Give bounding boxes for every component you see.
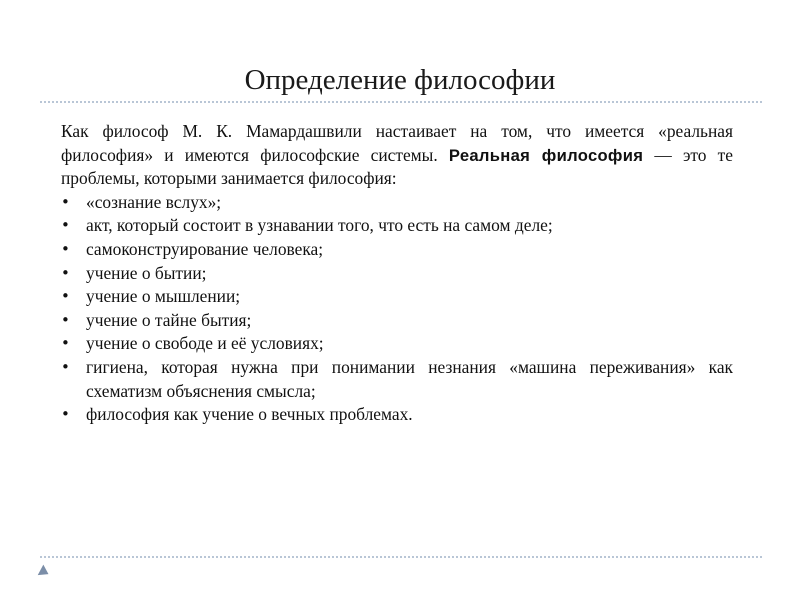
bottom-divider xyxy=(40,556,762,558)
bullet-icon: • xyxy=(61,216,70,235)
bullet-icon: • xyxy=(61,310,70,329)
triangle-arrow-icon[interactable] xyxy=(38,565,52,580)
list-item xyxy=(61,332,733,356)
slide-title: Определение философии xyxy=(244,64,556,96)
list-item xyxy=(61,191,733,215)
list-item xyxy=(61,356,733,403)
list-item xyxy=(61,285,733,309)
list-item xyxy=(61,214,733,238)
list-item-text: «сознание вслух»; xyxy=(86,191,222,212)
intro-paragraph xyxy=(61,120,733,191)
definition-text: — это те проблемы, которыми занимается философия: xyxy=(61,144,733,189)
definition-term: Реальная философия xyxy=(448,145,644,165)
list-item-text: учение о мышлении; xyxy=(86,286,241,307)
list-item-text: гигиена, которая нужна при понимании незнания «машина переживания» как схематизм объяснения смысла; xyxy=(86,356,733,401)
bullet-icon: • xyxy=(61,357,70,376)
list-item-text: самоконструирование человека; xyxy=(86,238,324,259)
bullet-icon: • xyxy=(61,405,70,424)
list-item-text: учение о свободе и её условиях; xyxy=(86,333,324,354)
list-item xyxy=(61,238,733,262)
bullet-icon: • xyxy=(61,334,70,353)
top-divider xyxy=(40,101,762,103)
bullet-icon: • xyxy=(61,239,70,258)
slide-content xyxy=(61,120,733,427)
list-item-text: акт, который состоит в узнавании того, что есть на самом деле; xyxy=(86,215,553,236)
bullet-icon: • xyxy=(61,287,70,306)
list-item xyxy=(61,403,733,427)
list-item-text: философия как учение о вечных проблемах. xyxy=(86,404,413,425)
list-item-text: учение о бытии; xyxy=(86,262,207,283)
problems-list xyxy=(61,191,733,427)
intro-text: Как философ М. К. Мамардашвили настаивает на том, что имеется «реальная философия» и имеются философские системы. xyxy=(61,121,733,165)
list-item-text: учение о тайне бытия; xyxy=(86,309,252,330)
list-item xyxy=(61,262,733,286)
bullet-icon: • xyxy=(61,263,70,282)
bullet-icon: • xyxy=(61,192,70,211)
list-item xyxy=(61,309,733,333)
